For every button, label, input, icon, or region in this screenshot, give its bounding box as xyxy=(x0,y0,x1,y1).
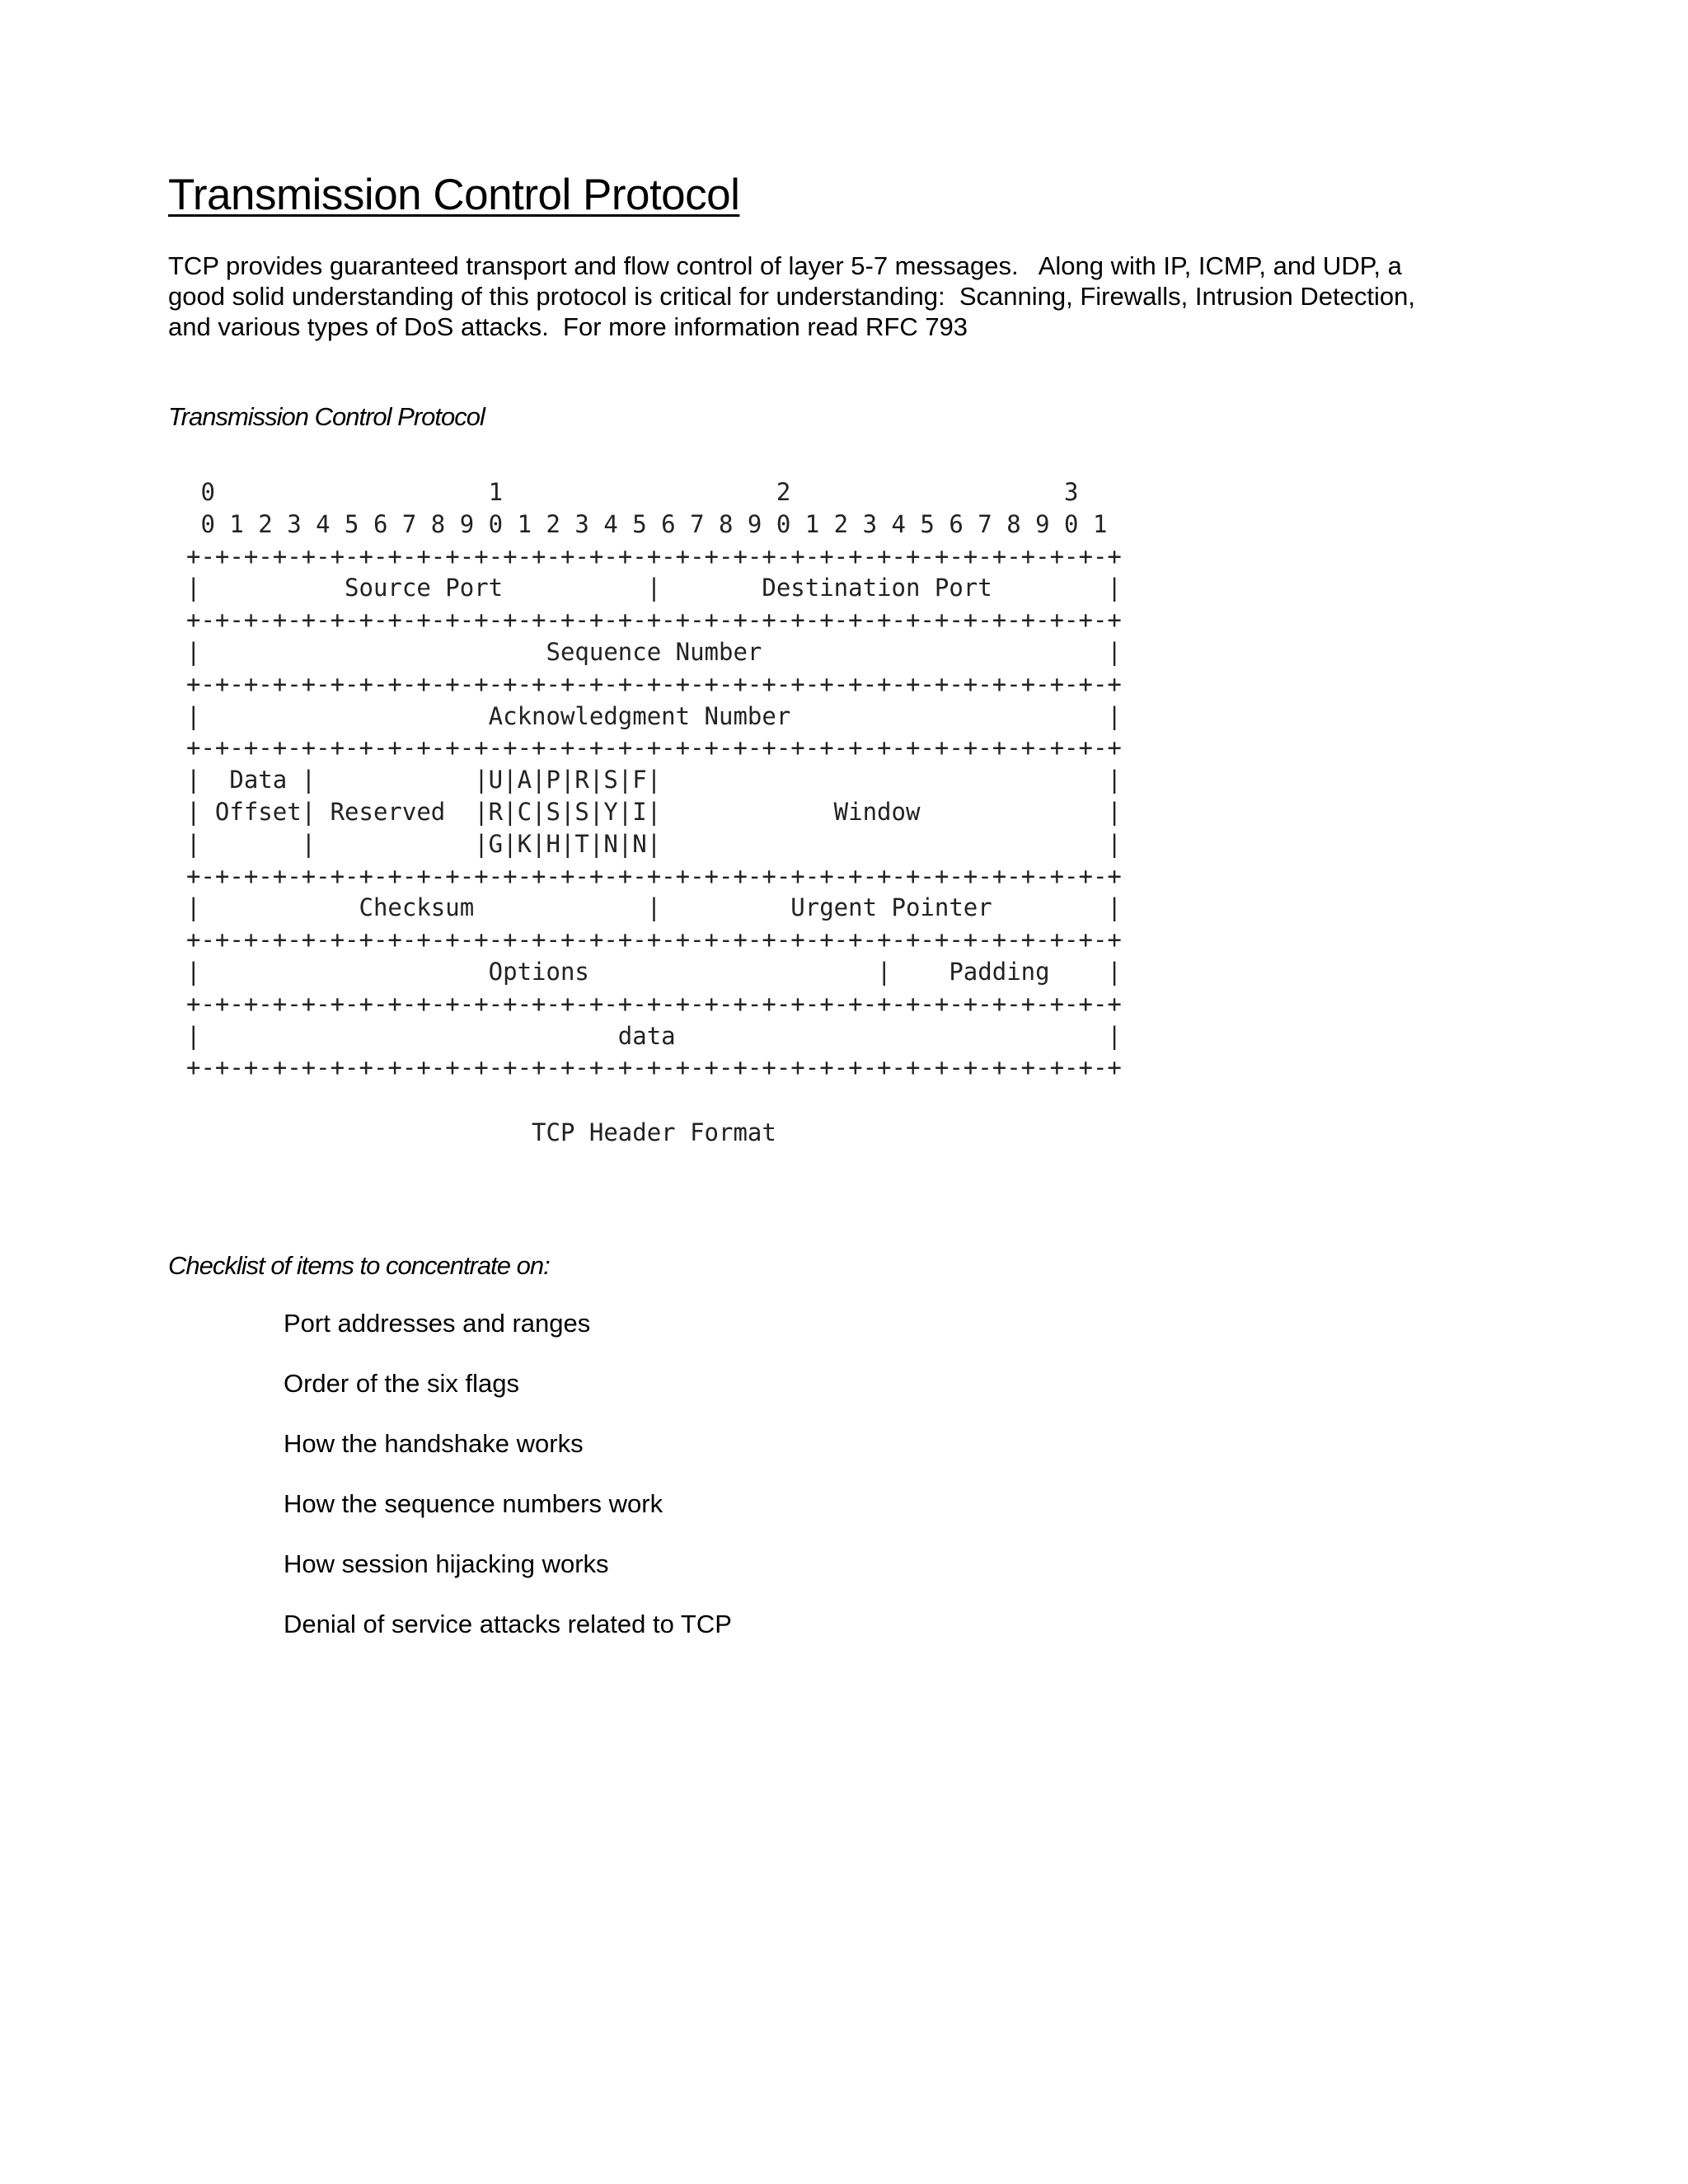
page-title: Transmission Control Protocol xyxy=(168,171,740,219)
checklist-item: How the handshake works xyxy=(284,1429,584,1458)
intro-line: and various types of DoS attacks. For more information read RFC 793 xyxy=(168,312,968,341)
diagram-heading: Transmission Control Protocol xyxy=(168,402,485,431)
diagram-row-flags-2: | Offset| Reserved |R|C|S|S|Y|I| Window | xyxy=(186,797,1122,826)
bit-decade-labels: 0 1 2 3 xyxy=(186,478,1079,506)
diagram-row-ports: | Source Port | Destination Port | xyxy=(186,574,1122,602)
intro-line: good solid understanding of this protocol is critical for understanding: Scanning, Firewalls, Intrusion Detection, xyxy=(168,282,1415,311)
intro-paragraph xyxy=(168,251,1503,342)
tcp-header-diagram xyxy=(186,476,1122,1084)
diagram-border: +-+-+-+-+-+-+-+-+-+-+-+-+-+-+-+-+-+-+-+-+-+-+-+-+-+-+-+-+-+-+-+-+ xyxy=(186,606,1122,635)
diagram-row-flags-3: | | |G|K|H|T|N|N| | xyxy=(186,829,1122,858)
diagram-border: +-+-+-+-+-+-+-+-+-+-+-+-+-+-+-+-+-+-+-+-+-+-+-+-+-+-+-+-+-+-+-+-+ xyxy=(186,669,1122,698)
diagram-border: +-+-+-+-+-+-+-+-+-+-+-+-+-+-+-+-+-+-+-+-+-+-+-+-+-+-+-+-+-+-+-+-+ xyxy=(186,1053,1122,1082)
bit-index-labels: 0 1 2 3 4 5 6 7 8 9 0 1 2 3 4 5 6 7 8 9 0 1 2 3 4 5 6 7 8 9 0 1 xyxy=(186,509,1108,538)
checklist-item: How session hijacking works xyxy=(284,1549,609,1578)
checklist-item: Port addresses and ranges xyxy=(284,1309,591,1338)
diagram-border: +-+-+-+-+-+-+-+-+-+-+-+-+-+-+-+-+-+-+-+-+-+-+-+-+-+-+-+-+-+-+-+-+ xyxy=(186,926,1122,954)
checklist xyxy=(284,1307,732,1668)
diagram-row-acknowledgment: | Acknowledgment Number | xyxy=(186,701,1122,730)
diagram-caption: TCP Header Format xyxy=(186,1118,776,1146)
diagram-row-checksum: | Checksum | Urgent Pointer | xyxy=(186,893,1122,922)
checklist-item: Denial of service attacks related to TCP xyxy=(284,1610,732,1638)
diagram-row-flags-1: | Data | |U|A|P|R|S|F| | xyxy=(186,766,1122,794)
diagram-row-data: | data | xyxy=(186,1021,1122,1050)
diagram-border: +-+-+-+-+-+-+-+-+-+-+-+-+-+-+-+-+-+-+-+-+-+-+-+-+-+-+-+-+-+-+-+-+ xyxy=(186,989,1122,1018)
diagram-border: +-+-+-+-+-+-+-+-+-+-+-+-+-+-+-+-+-+-+-+-+-+-+-+-+-+-+-+-+-+-+-+-+ xyxy=(186,541,1122,570)
checklist-heading: Checklist of items to concentrate on: xyxy=(168,1251,550,1280)
diagram-row-sequence: | Sequence Number | xyxy=(186,637,1122,666)
diagram-border: +-+-+-+-+-+-+-+-+-+-+-+-+-+-+-+-+-+-+-+-+-+-+-+-+-+-+-+-+-+-+-+-+ xyxy=(186,733,1122,762)
diagram-border: +-+-+-+-+-+-+-+-+-+-+-+-+-+-+-+-+-+-+-+-+-+-+-+-+-+-+-+-+-+-+-+-+ xyxy=(186,861,1122,890)
checklist-item: Order of the six flags xyxy=(284,1369,520,1398)
checklist-item: How the sequence numbers work xyxy=(284,1489,663,1518)
intro-line: TCP provides guaranteed transport and flow control of layer 5-7 messages. Along with IP, ICMP, and UDP, a xyxy=(168,251,1402,280)
diagram-row-options: | Options | Padding | xyxy=(186,957,1122,986)
